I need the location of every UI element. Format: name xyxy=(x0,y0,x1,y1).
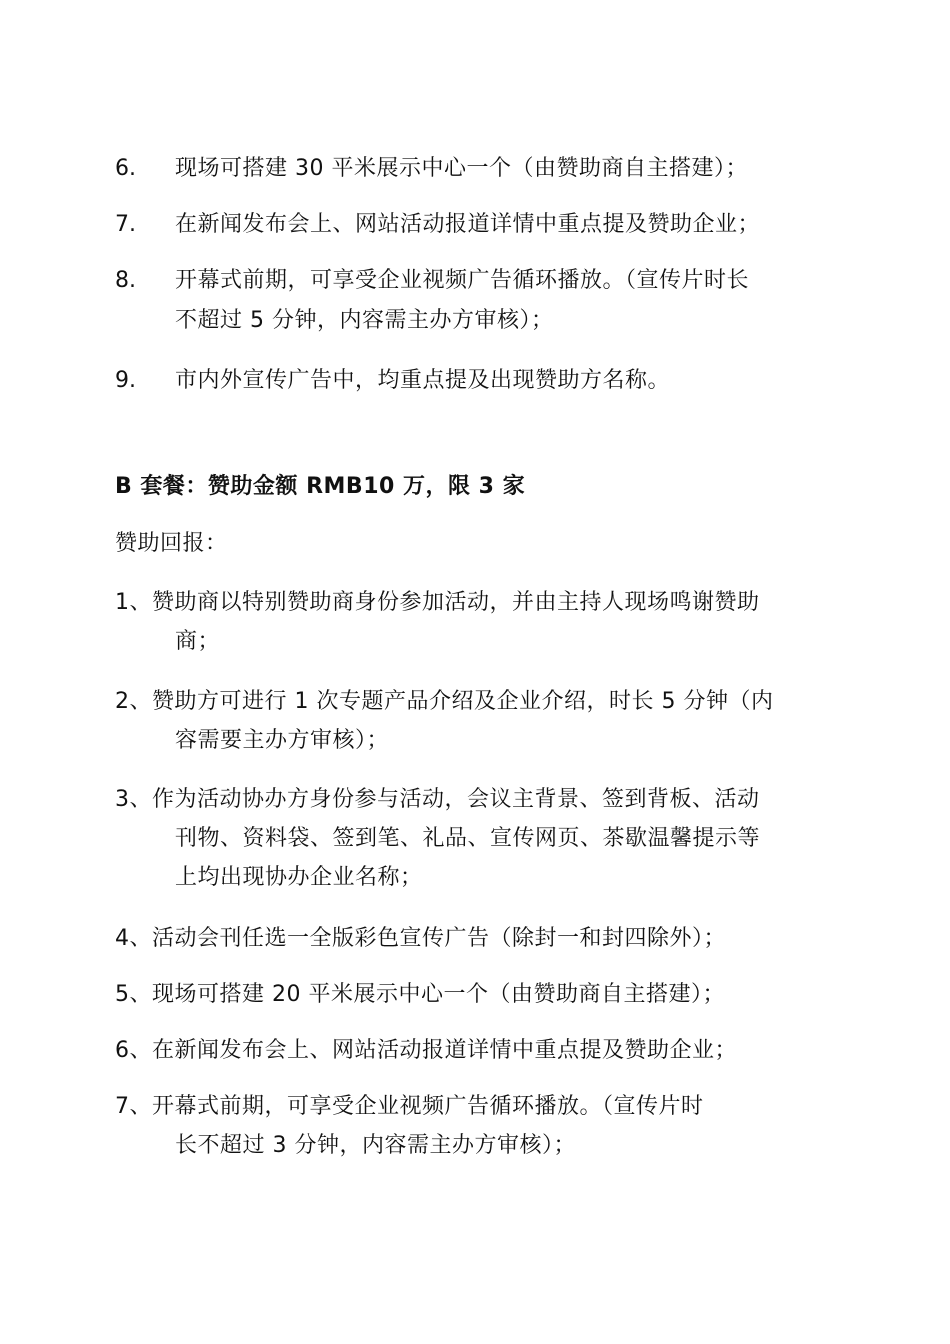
item-number: 6. xyxy=(115,156,136,181)
item-text-continued: 上均出现协办企业名称； xyxy=(175,865,423,890)
item-text-continued: 刊物、资料袋、签到笔、礼品、宣传网页、茶歇温馨提示等 xyxy=(175,826,761,851)
item-number: 8. xyxy=(115,268,136,293)
item-text: 1、赞助商以特别赞助商身份参加活动，并由主持人现场鸣谢赞助 xyxy=(115,590,760,615)
item-text: 开幕式前期，可享受企业视频广告循环播放。（宣传片时长 xyxy=(175,268,750,293)
item-text: 5、现场可搭建 20 平米展示中心一个（由赞助商自主搭建）； xyxy=(115,982,725,1007)
section-subheading: 赞助回报： xyxy=(115,531,228,556)
item-text-continued: 长不超过 3 分钟，内容需主办方审核）； xyxy=(175,1133,576,1158)
item-text-continued: 容需要主办方审核）； xyxy=(175,728,390,753)
item-text: 3、作为活动协办方身份参与活动，会议主背景、签到背板、活动 xyxy=(115,787,760,812)
item-number: 7. xyxy=(115,212,136,237)
section-heading: B 套餐：赞助金额 RMB10 万，限 3 家 xyxy=(115,474,526,499)
item-text: 6、在新闻发布会上、网站活动报道详情中重点提及赞助企业； xyxy=(115,1038,737,1063)
item-text: 7、开幕式前期，可享受企业视频广告循环播放。（宣传片时 xyxy=(115,1094,704,1119)
item-text: 现场可搭建 30 平米展示中心一个（由赞助商自主搭建）； xyxy=(175,156,748,181)
item-text: 2、赞助方可进行 1 次专题产品介绍及企业介绍，时长 5 分钟（内 xyxy=(115,689,774,714)
item-text: 市内外宣传广告中，均重点提及出现赞助方名称。 xyxy=(175,368,671,393)
item-number: 9. xyxy=(115,368,136,393)
item-text: 4、活动会刊任选一全版彩色宣传广告（除封一和封四除外）； xyxy=(115,926,726,951)
item-text: 在新闻发布会上、网站活动报道详情中重点提及赞助企业； xyxy=(175,212,761,237)
item-text-continued: 商； xyxy=(175,629,221,654)
item-text-continued: 不超过 5 分钟，内容需主办方审核）； xyxy=(175,308,554,333)
